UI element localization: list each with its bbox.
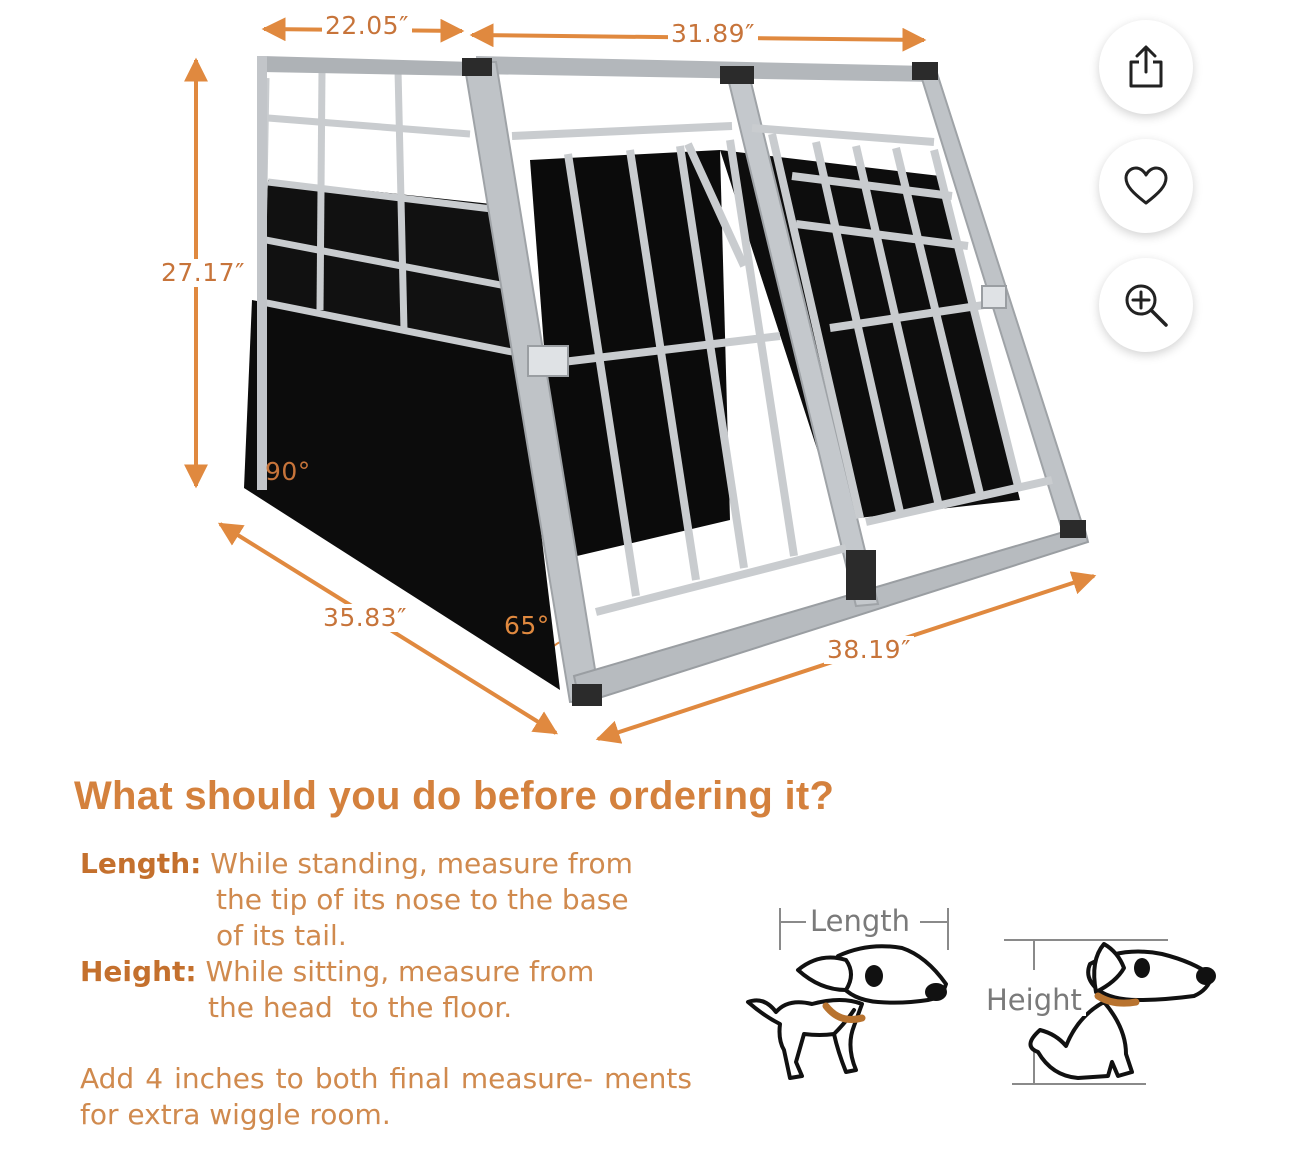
share-icon [1125,44,1167,90]
dim-height: 27.17″ [158,259,248,287]
crate-side-panel [244,56,560,690]
length-instruction [80,846,633,882]
height-instruction [80,954,594,990]
length-line-1: While standing, measure from [210,847,633,880]
dim-depth-bottom: 35.83″ [320,604,410,632]
height-line-2: the head to the floor. [208,991,513,1024]
share-button[interactable] [1099,20,1193,114]
length-line-3: of its tail. [216,919,347,952]
length-line-2: the tip of its nose to the base [216,883,629,916]
dim-angle-rear: 90° [265,457,311,486]
wiggle-room-note: Add 4 inches to both final measure- ments for extra wiggle room. [80,1062,692,1131]
dim-width-bottom: 38.19″ [824,636,914,664]
length-term: Length: [80,847,202,880]
fig-height-label: Height [982,984,1086,1016]
height-term: Height: [80,955,197,988]
fig-length-label: Length [806,905,914,937]
heart-icon [1123,166,1169,206]
zoom-in-icon [1122,281,1170,329]
guide-heading: What should you do before ordering it? [74,774,835,818]
zoom-button[interactable] [1099,258,1193,352]
height-line-1: While sitting, measure from [205,955,595,988]
dim-width-top: 31.89″ [668,20,758,48]
favorite-button[interactable] [1099,139,1193,233]
dim-angle-front: 65° [504,611,550,640]
dim-depth-top: 22.05″ [322,12,412,40]
